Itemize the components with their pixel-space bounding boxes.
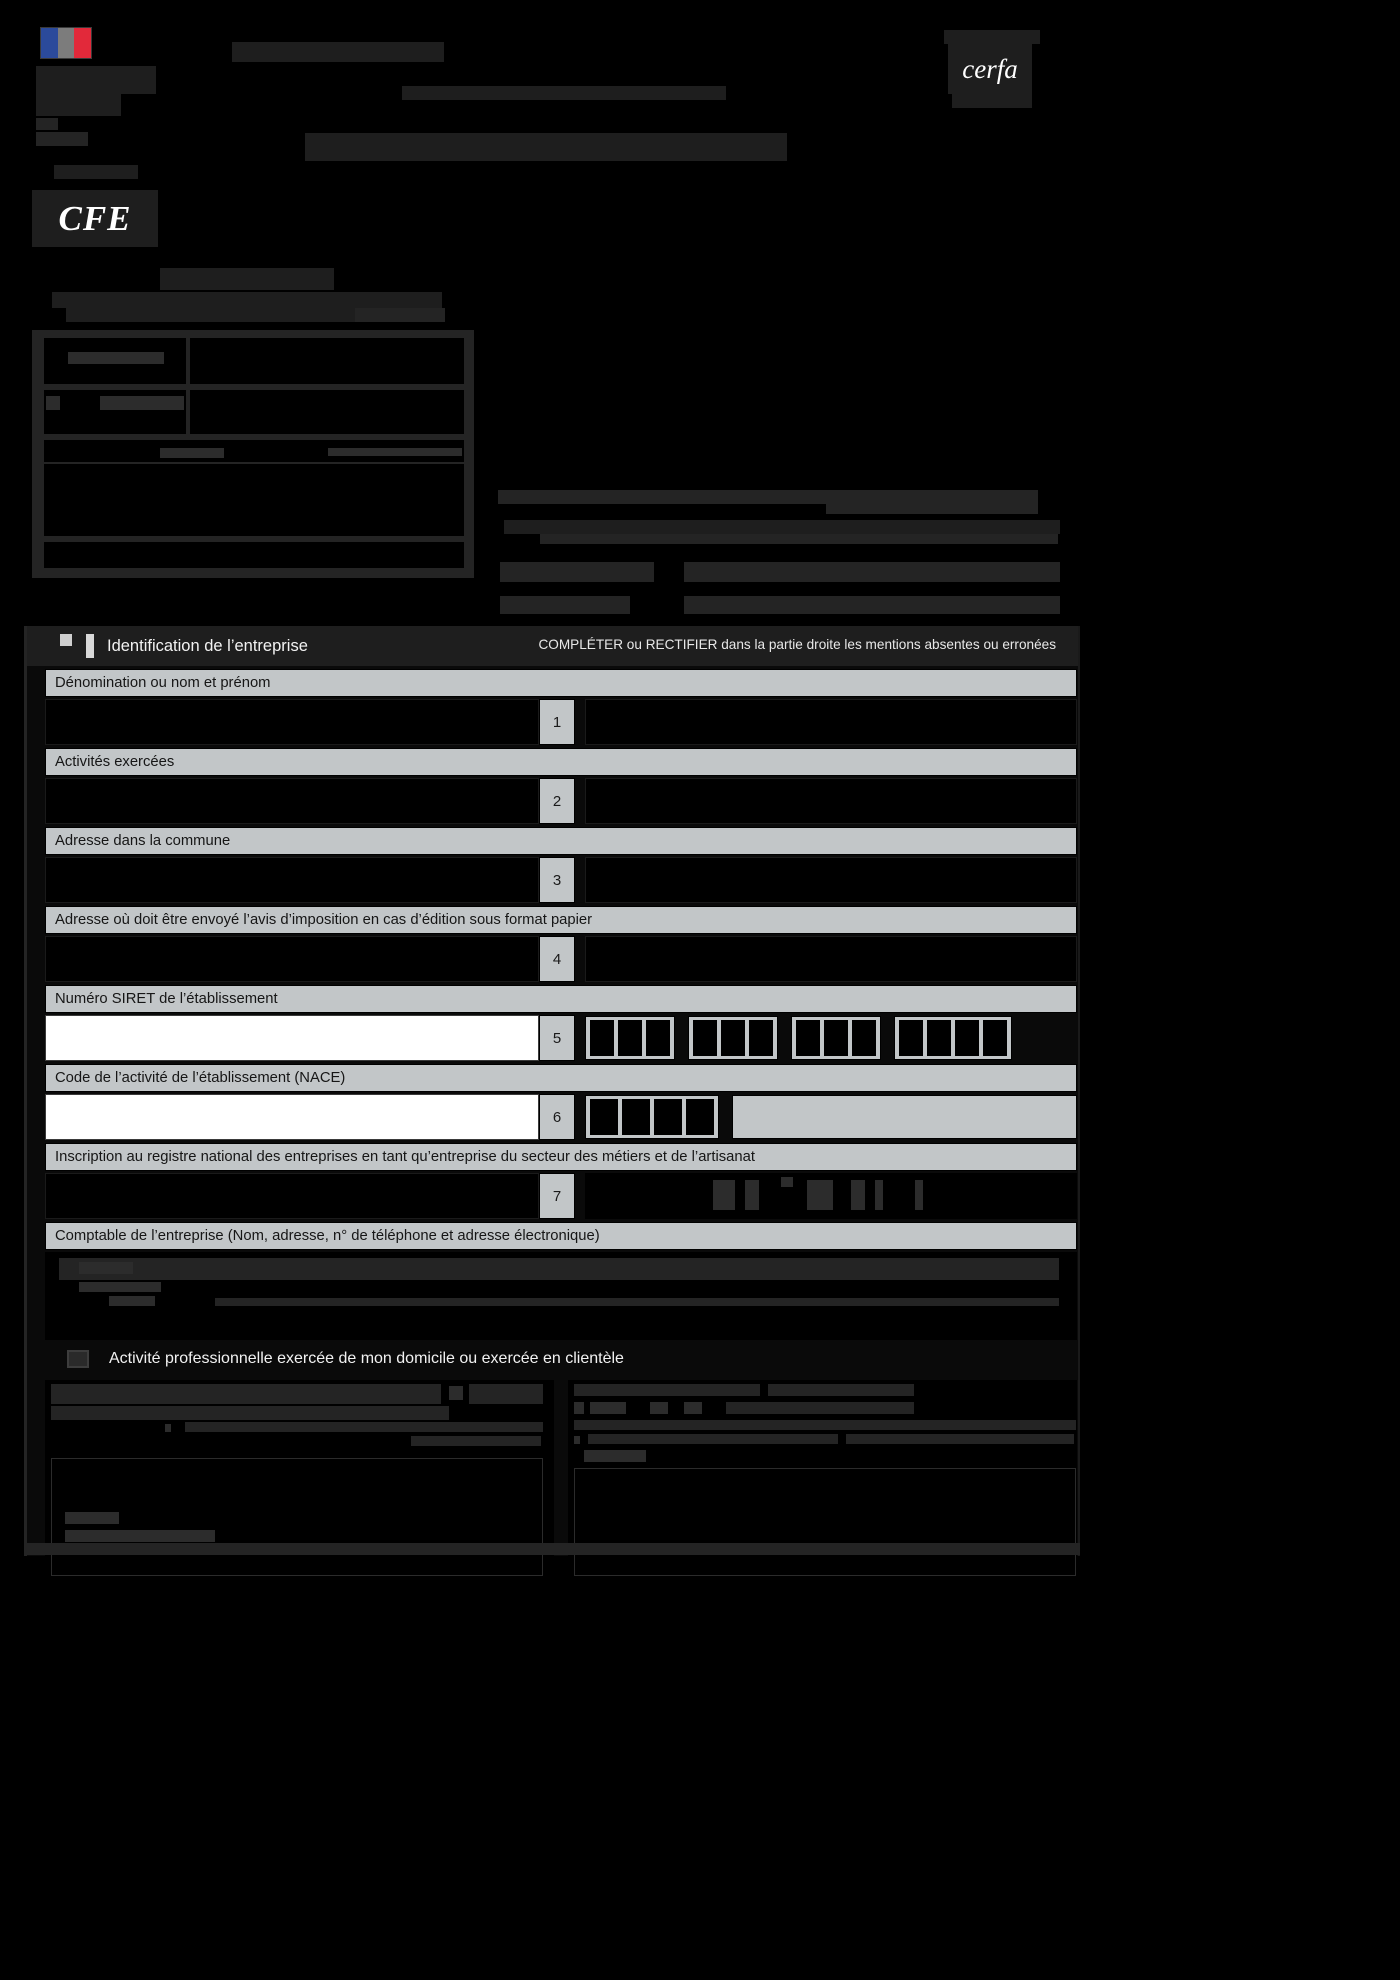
redacted-block	[540, 534, 860, 544]
field-number-5: 5	[539, 1015, 575, 1061]
section-note: COMPLÉTER ou RECTIFIER dans la partie droite les mentions absentes ou erronées	[538, 637, 1056, 652]
redacted-cell	[44, 542, 464, 568]
redacted-line	[469, 1384, 543, 1404]
redacted-block	[500, 562, 654, 582]
redacted-line	[768, 1384, 914, 1396]
cfe-logo: CFE	[32, 190, 158, 247]
redacted-cell	[44, 464, 464, 536]
identification-form-panel	[24, 626, 1080, 1556]
redacted-block	[36, 118, 58, 130]
field-label-comptable	[45, 1222, 1077, 1250]
redacted-mark	[574, 1402, 584, 1414]
redacted-block	[828, 534, 1058, 544]
field-label-denomination	[45, 669, 1077, 697]
redacted-block	[36, 94, 121, 116]
redacted-block	[952, 94, 1032, 108]
siret-character-cells[interactable]	[585, 1015, 1077, 1061]
nace-remainder-bar	[732, 1095, 1077, 1139]
redacted-text	[65, 1530, 215, 1542]
redacted-line	[846, 1434, 1074, 1444]
field-row-6	[45, 1094, 1077, 1140]
section-title: Identification de l’entreprise	[107, 636, 308, 655]
redacted-line	[51, 1406, 449, 1420]
redacted-block	[52, 292, 442, 308]
french-flag-icon	[40, 27, 92, 59]
redacted-cell	[190, 338, 464, 384]
redacted-mark	[875, 1180, 883, 1210]
field-label-adresse-commune	[45, 827, 1077, 855]
field-input-right-2[interactable]	[585, 778, 1077, 824]
redacted-block	[402, 86, 726, 100]
field-row-2	[45, 778, 1077, 824]
redacted-text	[79, 1262, 133, 1274]
redacted-footer-strip	[24, 1543, 1080, 1555]
redacted-mark	[851, 1180, 865, 1210]
redacted-line	[726, 1402, 914, 1414]
redacted-line	[574, 1384, 760, 1396]
redacted-block	[232, 42, 444, 62]
label-text: Adresse dans la commune	[55, 833, 231, 849]
redacted-block	[500, 596, 630, 614]
label-text: Dénomination ou nom et prénom	[55, 675, 271, 691]
siret-input-left[interactable]	[45, 1015, 539, 1061]
label-text: Comptable de l’entreprise (Nom, adresse, n° de téléphone et adresse électronique)	[55, 1228, 600, 1244]
registre-input-left[interactable]	[45, 1173, 539, 1219]
redacted-block	[944, 30, 1040, 44]
redacted-block	[684, 596, 1060, 614]
redacted-mark	[590, 1402, 626, 1414]
redacted-line	[59, 1258, 1059, 1280]
field-input-left-1[interactable]	[45, 699, 539, 745]
redacted-text	[68, 352, 164, 364]
activity-columns	[45, 1380, 1077, 1590]
label-text: Adresse où doit être envoyé l’avis d’imposition en cas d’édition sous format papier	[55, 912, 593, 928]
activity-checkbox[interactable]	[67, 1350, 89, 1368]
field-row-4	[45, 936, 1077, 982]
field-row-5	[45, 1015, 1077, 1061]
redacted-mark	[449, 1386, 463, 1400]
siret-group-1[interactable]	[585, 1016, 675, 1060]
redacted-text	[584, 1450, 646, 1462]
redacted-line	[51, 1384, 441, 1404]
field-row-7	[45, 1173, 1077, 1219]
redacted-cell	[190, 390, 464, 434]
activity-column-right	[568, 1380, 1077, 1590]
label-text: Code de l’activité de l’établissement (NACE)	[55, 1070, 346, 1086]
redacted-line	[411, 1436, 541, 1446]
nace-input-left[interactable]	[45, 1094, 539, 1140]
section-accent-bar	[86, 634, 94, 658]
siret-group-2[interactable]	[688, 1016, 778, 1060]
field-row-3	[45, 857, 1077, 903]
field-input-left-3[interactable]	[45, 857, 539, 903]
redacted-mark	[165, 1424, 171, 1432]
input-outline[interactable]	[574, 1468, 1076, 1576]
redacted-block	[66, 308, 356, 322]
redacted-text	[79, 1282, 161, 1292]
redacted-mark	[574, 1436, 580, 1444]
section-marker-square	[60, 634, 72, 646]
redacted-line	[588, 1434, 838, 1444]
activity-section-header	[45, 1340, 1078, 1378]
redacted-block	[160, 268, 334, 290]
redacted-mark	[684, 1402, 702, 1414]
field-input-right-1[interactable]	[585, 699, 1077, 745]
redacted-line	[185, 1422, 543, 1432]
field-input-right-3[interactable]	[585, 857, 1077, 903]
field-label-adresse-avis	[45, 906, 1077, 934]
nace-character-cells[interactable]	[585, 1094, 1077, 1140]
field-number-3: 3	[539, 857, 575, 903]
redacted-mark	[781, 1177, 793, 1187]
field-input-right-4[interactable]	[585, 936, 1077, 982]
nace-group-1[interactable]	[585, 1095, 719, 1139]
field-label-siret	[45, 985, 1077, 1013]
redacted-title	[305, 133, 787, 161]
redacted-text	[100, 396, 184, 410]
field-label-registre	[45, 1143, 1077, 1171]
activity-column-left	[45, 1380, 554, 1590]
redacted-text	[65, 1512, 119, 1524]
label-text: Inscription au registre national des entreprises en tant qu’entreprise du secteur des métiers et de l’artisanat	[55, 1149, 755, 1165]
redacted-text	[109, 1296, 155, 1306]
redacted-mark	[713, 1180, 735, 1210]
input-outline[interactable]	[51, 1458, 543, 1576]
redacted-mark	[745, 1180, 759, 1210]
field-number-4: 4	[539, 936, 575, 982]
siret-group-4[interactable]	[894, 1016, 1012, 1060]
redacted-text	[328, 448, 462, 456]
redacted-block	[36, 66, 156, 94]
field-label-activites	[45, 748, 1077, 776]
section-header	[27, 626, 1078, 666]
redacted-text	[46, 396, 60, 410]
field-row-1	[45, 699, 1077, 745]
redacted-block	[684, 562, 1060, 582]
redacted-text	[160, 448, 224, 458]
redacted-block	[826, 502, 1038, 514]
label-text: Activités exercées	[55, 754, 175, 770]
redacted-block	[504, 520, 1060, 534]
comptable-input-area[interactable]	[45, 1252, 1077, 1340]
field-number-6: 6	[539, 1094, 575, 1140]
activity-section-title: Activité professionnelle exercée de mon domicile ou exercée en clientèle	[109, 1350, 624, 1367]
cerfa-logo: cerfa	[948, 44, 1032, 94]
redacted-block	[54, 165, 138, 179]
registre-input-right[interactable]	[585, 1173, 1077, 1219]
redacted-block	[355, 308, 445, 322]
field-input-left-2[interactable]	[45, 778, 539, 824]
redacted-mark	[915, 1180, 923, 1210]
redacted-block	[36, 132, 88, 146]
redacted-mark	[650, 1402, 668, 1414]
redacted-line	[215, 1298, 1059, 1306]
redacted-mark	[807, 1180, 833, 1210]
siret-group-3[interactable]	[791, 1016, 881, 1060]
redacted-line	[574, 1420, 1076, 1430]
field-number-1: 1	[539, 699, 575, 745]
field-input-left-4[interactable]	[45, 936, 539, 982]
field-number-2: 2	[539, 778, 575, 824]
field-label-nace	[45, 1064, 1077, 1092]
field-number-7: 7	[539, 1173, 575, 1219]
label-text: Numéro SIRET de l’établissement	[55, 991, 278, 1007]
document-header	[0, 0, 1400, 620]
